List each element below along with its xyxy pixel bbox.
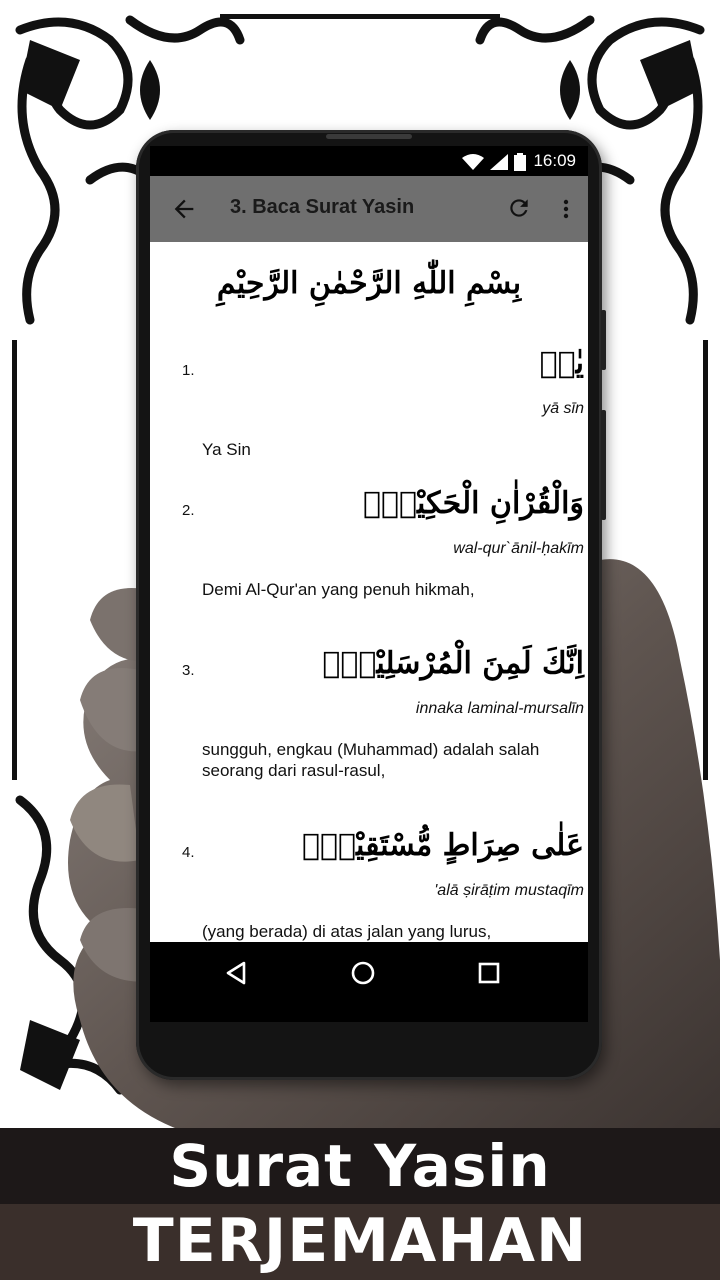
verse-translation: Demi Al-Qur'an yang penuh hikmah, (202, 580, 475, 599)
verse-arabic: وَالْقُرْاٰنِ الْحَكِيْمِۙ (363, 486, 584, 521)
system-nav-bar (150, 942, 588, 1022)
frame-line-top (220, 14, 500, 19)
verse-number: 4. (182, 844, 195, 861)
refresh-icon[interactable] (506, 195, 532, 221)
verse-number: 2. (182, 502, 195, 519)
verse-transliteration: yā sīn (542, 400, 584, 417)
verse-arabic: عَلٰى صِرَاطٍ مُّسْتَقِيْمٍۗ (302, 828, 584, 863)
app-title: 3. Baca Surat Yasin (230, 196, 415, 218)
arrow-back-icon[interactable] (170, 195, 198, 223)
app-bar (150, 176, 588, 242)
promo-banner-subtitle (0, 1204, 720, 1280)
verse-translation: Ya Sin (202, 440, 251, 459)
verse-translation: sungguh, engkau (Muhammad) adalah salah seorang dari rasul-rasul, (202, 740, 540, 780)
banner-line2: TERJEMAHAN (132, 1206, 588, 1276)
status-bar (150, 146, 588, 176)
verse-number: 3. (182, 662, 195, 679)
battery-icon (514, 153, 526, 171)
phone-screen (150, 146, 588, 1022)
verse-transliteration: wal-qur`ānil-ḥakīm (453, 540, 584, 557)
banner-line1: Surat Yasin (169, 1132, 551, 1200)
signal-icon (490, 154, 508, 170)
bismillah-heading: بِسْمِ اللّٰهِ الرَّحْمٰنِ الرَّحِيْمِ (216, 266, 522, 301)
verse-transliteration: innaka laminal-mursalīn (415, 700, 584, 717)
phone-side-button (601, 410, 606, 520)
verse-arabic: يٰسۤ (539, 346, 584, 381)
nav-home-icon[interactable] (348, 958, 378, 988)
nav-recents-icon[interactable] (474, 958, 504, 988)
phone-mockup (136, 130, 602, 1080)
wifi-icon (462, 154, 484, 170)
nav-back-icon[interactable] (222, 958, 252, 988)
status-time: 16:09 (533, 151, 576, 170)
verse-transliteration: 'alā ṣirāṭim mustaqīm (434, 882, 584, 899)
frame-line-left (12, 340, 17, 780)
verse-translation: (yang berada) di atas jalan yang lurus, (202, 922, 492, 941)
more-vert-icon[interactable] (554, 195, 578, 223)
promo-banner-title (0, 1128, 720, 1204)
verse-number: 1. (182, 362, 195, 379)
verse-arabic: اِنَّكَ لَمِنَ الْمُرْسَلِيْنَۙ (322, 646, 584, 681)
verse-list[interactable] (150, 242, 588, 972)
phone-side-button (601, 310, 606, 370)
phone-speaker (326, 134, 412, 139)
